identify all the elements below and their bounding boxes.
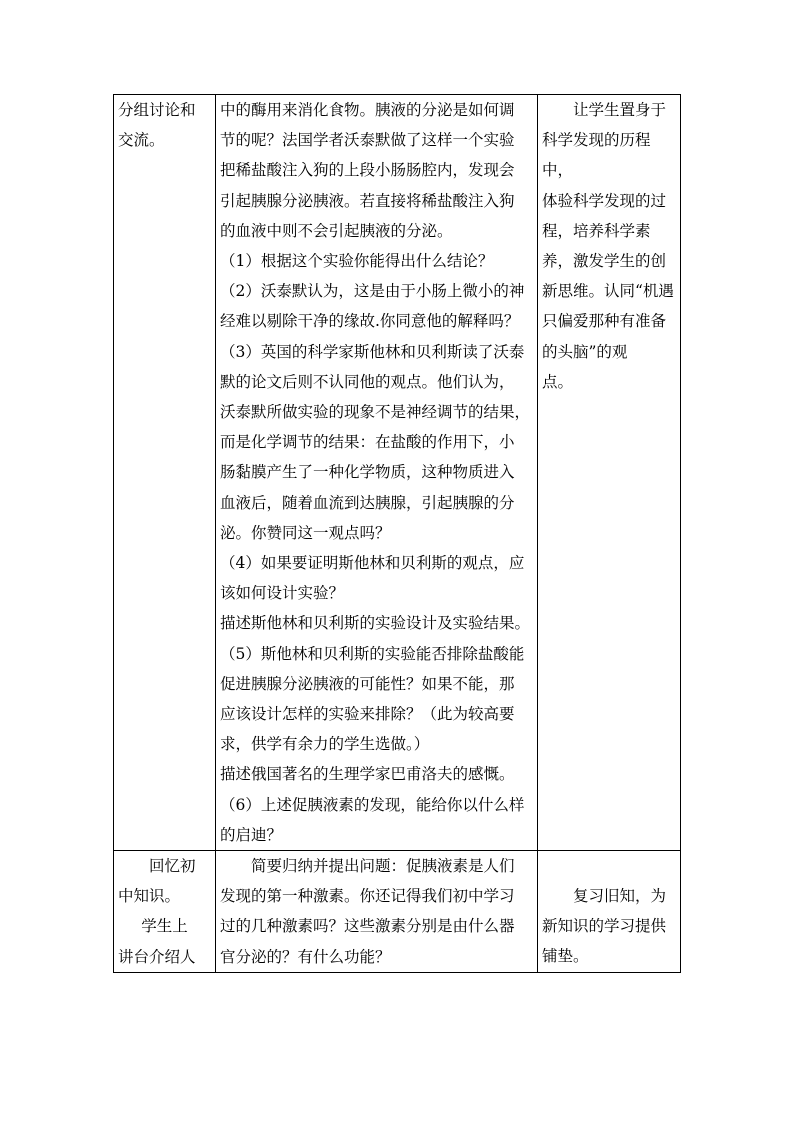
cell-line: 养，激发学生的创: [542, 252, 667, 271]
cell-line: 血液后，随着血流到达胰腺，引起胰腺的分: [220, 493, 515, 512]
cell-line: 中知识。: [118, 887, 181, 906]
cell-line: 过的几种激素吗？这些激素分别是由什么器: [220, 917, 515, 936]
table-row: [114, 95, 681, 851]
cell-line: 描述俄国著名的生理学家巴甫洛夫的感慨。: [220, 765, 515, 784]
cell-line: 学生上: [141, 917, 188, 936]
cell-line: 沃泰默所做实验的现象不是神经调节的结果，: [220, 403, 531, 422]
cell-line: 科学发现的历程中，: [542, 131, 651, 180]
question-4: （4）如果要证明斯他林和贝利斯的观点，应: [220, 554, 525, 573]
cell-line: 默的论文后则不认同他的观点。他们认为，: [220, 372, 515, 391]
teacher-activity-cell: [216, 95, 538, 851]
cell-line: 引起胰腺分泌胰液。若直接将稀盐酸注入狗: [220, 191, 515, 210]
cell-line: 求，供学有余力的学生选做。）: [220, 735, 430, 754]
table-row: [114, 851, 681, 973]
question-1: （1）根据这个实验你能得出什么结论？: [220, 252, 494, 271]
student-activity-cell: [114, 851, 216, 973]
cell-line: 的启迪？: [220, 825, 283, 844]
cell-line: 中的酶用来消化食物。胰液的分泌是如何调: [220, 101, 515, 119]
design-intent-cell: [538, 851, 681, 973]
cell-line: 把稀盐酸注入狗的上段小肠肠腔内，发现会: [220, 161, 515, 180]
cell-line: 复习旧知，为: [573, 887, 667, 906]
cell-line: 简要归纳并提出问题：促胰液素是人们: [251, 857, 515, 876]
cell-line: 交流。: [118, 131, 165, 150]
design-intent-cell: [538, 95, 681, 851]
student-activity-cell: [114, 95, 216, 851]
cell-line: 铺垫。: [542, 947, 589, 966]
cell-line: 描述斯他林和贝利斯的实验设计及实验结果。: [220, 614, 531, 633]
question-2: （2）沃泰默认为，这是由于小肠上微小的神: [220, 282, 525, 301]
cell-line: 官分泌的？有什么功能？: [220, 947, 391, 966]
cell-line: 发现的第一种激素。你还记得我们初中学习: [220, 887, 515, 906]
cell-line: 的血液中则不会引起胰液的分泌。: [220, 221, 453, 240]
cell-line: 程，培养科学素: [542, 221, 651, 240]
cell-line: 回忆初: [149, 857, 196, 876]
question-3: （3）英国的科学家斯他林和贝利斯读了沃泰: [220, 342, 525, 361]
cell-line: 该如何设计实验？: [220, 584, 345, 603]
cell-line: 分组讨论和: [118, 101, 196, 119]
cell-line: 节的呢？法国学者沃泰默做了这样一个实验: [220, 131, 515, 150]
cell-line: 应该设计怎样的实验来排除？（此为较高要: [220, 705, 515, 724]
spacer: [542, 851, 676, 861]
cell-line: 讲台介绍人: [118, 947, 196, 966]
question-5: （5）斯他林和贝利斯的实验能否排除盐酸能: [220, 644, 525, 663]
cell-line: 只偏爱那种有准备: [542, 312, 667, 331]
cell-line: 让学生置身于: [573, 101, 667, 119]
cell-line: 泌。你赞同这一观点吗？: [220, 523, 391, 542]
cell-line: 新知识的学习提供: [542, 917, 667, 936]
teacher-activity-cell: [216, 851, 538, 973]
lesson-plan-table: [113, 94, 681, 973]
cell-line: 而是化学调节的结果：在盐酸的作用下，小: [220, 433, 515, 452]
cell-line: 点。: [542, 372, 574, 391]
cell-line: 的头脑”的观: [542, 342, 628, 361]
question-6: （6）上述促胰液素的发现，能给你以什么样: [220, 795, 525, 814]
cell-line: 体验科学发现的过: [542, 191, 667, 210]
cell-line: 新思维。认同“机遇: [542, 282, 674, 301]
cell-line: 肠黏膜产生了一种化学物质，这种物质进入: [220, 463, 515, 482]
cell-line: 促进胰腺分泌胰液的可能性？如果不能，那: [220, 674, 515, 693]
cell-line: 经难以剔除干净的缘故.你同意他的解释吗？: [220, 312, 520, 331]
